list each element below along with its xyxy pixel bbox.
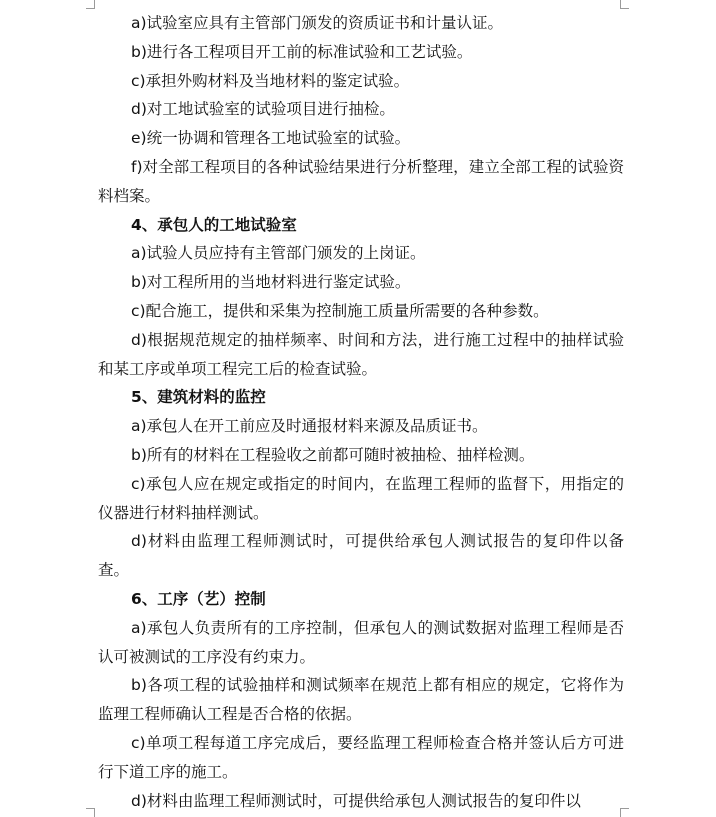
paragraph: a)试验人员应持有主管部门颁发的上岗证。: [131, 244, 426, 263]
paragraph: c)承包人应在规定或指定的时间内，在监理工程师的监督下，用指定的仪器进行材料抽样测试。: [98, 474, 624, 522]
paragraph: b)所有的材料在工程验收之前都可随时被抽检、抽样检测。: [131, 445, 535, 464]
margin-corner-mark: [620, 0, 629, 9]
paragraph: d)材料由监理工程师测试时，可提供给承包人测试报告的复印件以: [131, 791, 581, 810]
section-heading: 5、建筑材料的监控: [131, 388, 266, 407]
paragraph: d)根据规范规定的抽样频率、时间和方法，进行施工过程中的抽样试验和某工序或单项工程完工后的检查试验。: [98, 330, 624, 378]
paragraph: c)配合施工，提供和采集为控制施工质量所需要的各种参数。: [131, 301, 549, 320]
section-heading: 4、承包人的工地试验室: [131, 215, 297, 234]
paragraph: a)承包人负责所有的工序控制，但承包人的测试数据对监理工程师是否认可被测试的工序没有约束力。: [98, 618, 624, 666]
paragraph: d)材料由监理工程师测试时，可提供给承包人测试报告的复印件以备查。: [98, 532, 624, 580]
paragraph: e)统一协调和管理各工地试验室的试验。: [131, 129, 411, 148]
margin-corner-mark: [86, 808, 95, 817]
paragraph: c)承担外购材料及当地材料的鉴定试验。: [131, 71, 410, 90]
paragraph: a)试验室应具有主管部门颁发的资质证书和计量认证。: [131, 14, 504, 32]
margin-corner-mark: [86, 0, 95, 9]
paragraph: f)对全部工程项目的各种试验结果进行分析整理，建立全部工程的试验资料档案。: [98, 157, 624, 205]
paragraph: b)进行各工程项目开工前的标准试验和工艺试验。: [131, 42, 473, 61]
section-heading: 6、工序（艺）控制: [131, 589, 266, 608]
paragraph: a)承包人在开工前应及时通报材料来源及品质证书。: [131, 417, 488, 436]
paragraph: b)各项工程的试验抽样和测试频率在规范上都有相应的规定，它将作为监理工程师确认工程是否合格的依据。: [98, 676, 624, 724]
paragraph: b)对工程所用的当地材料进行鉴定试验。: [131, 273, 411, 292]
document-body: [98, 9, 624, 815]
paragraph: c)单项工程每道工序完成后，要经监理工程师检查合格并签认后方可进行下道工序的施工。: [98, 733, 624, 781]
paragraph: d)对工地试验室的试验项目进行抽检。: [131, 100, 395, 119]
